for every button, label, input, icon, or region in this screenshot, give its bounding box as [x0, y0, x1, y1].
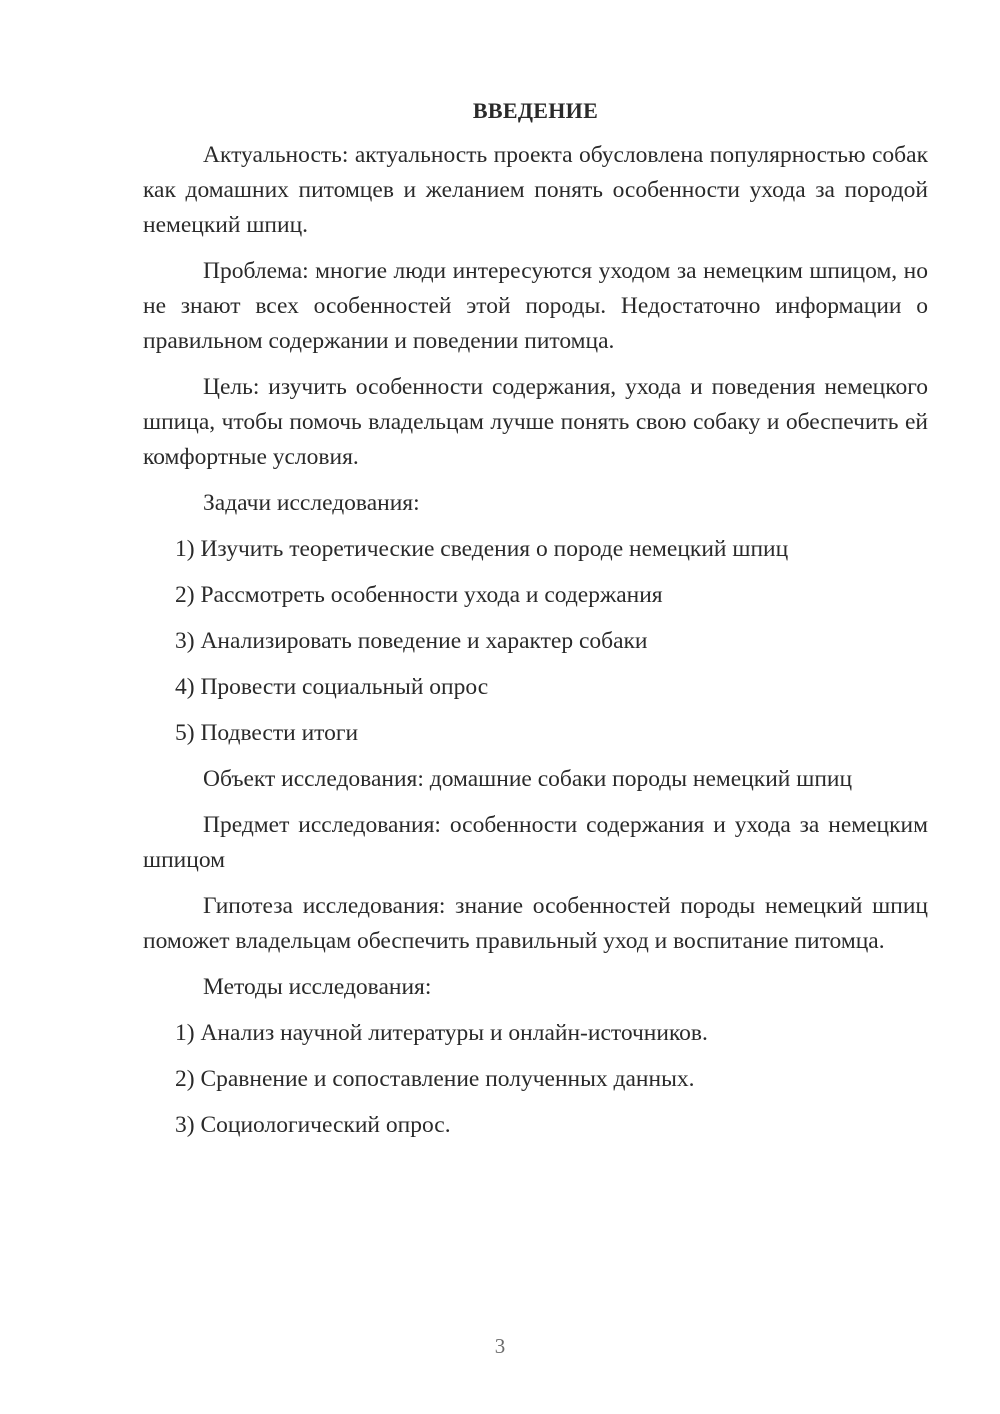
methods-heading: Методы исследования: [203, 974, 432, 1000]
task-item: 1) Изучить теоретические сведения о породе немецкий шпиц [175, 536, 789, 562]
method-item: 3) Социологический опрос. [175, 1112, 451, 1138]
tasks-heading: Задачи исследования: [203, 490, 420, 516]
page-number: 3 [494, 1334, 506, 1358]
object-paragraph: Объект исследования: домашние собаки породы немецкий шпиц [203, 766, 853, 792]
method-item: 1) Анализ научной литературы и онлайн-источников. [175, 1020, 708, 1046]
relevance-paragraph: Актуальность: актуальность проекта обусловлена популярностью собак как домашних питомцев и желанием понять особенности ухода за породой немецкий шпиц. [143, 142, 928, 238]
goal-paragraph: Цель: изучить особенности содержания, ухода и поведения немецкого шпица, чтобы помочь владельцам лучше понять свою собаку и обеспечить ей комфортные условия. [143, 374, 928, 470]
subject-paragraph: Предмет исследования: особенности содержания и ухода за немецким шпицом [143, 812, 928, 873]
section-title: ВВЕДЕНИЕ [472, 98, 599, 123]
task-item: 2) Рассмотреть особенности ухода и содержания [175, 582, 663, 608]
task-item: 5) Подвести итоги [175, 720, 359, 746]
task-item: 3) Анализировать поведение и характер собаки [175, 628, 648, 654]
problem-paragraph: Проблема: многие люди интересуются уходом за немецким шпицом, но не знают всех особенностей этой породы. Недостаточно информации о правильном содержании и поведении питомца. [143, 258, 928, 354]
page-content [143, 96, 928, 1154]
method-item: 2) Сравнение и сопоставление полученных данных. [175, 1066, 695, 1092]
task-item: 4) Провести социальный опрос [175, 674, 489, 700]
hypothesis-paragraph: Гипотеза исследования: знание особенностей породы немецкий шпиц поможет владельцам обеспечить правильный уход и воспитание питомца. [143, 893, 928, 954]
